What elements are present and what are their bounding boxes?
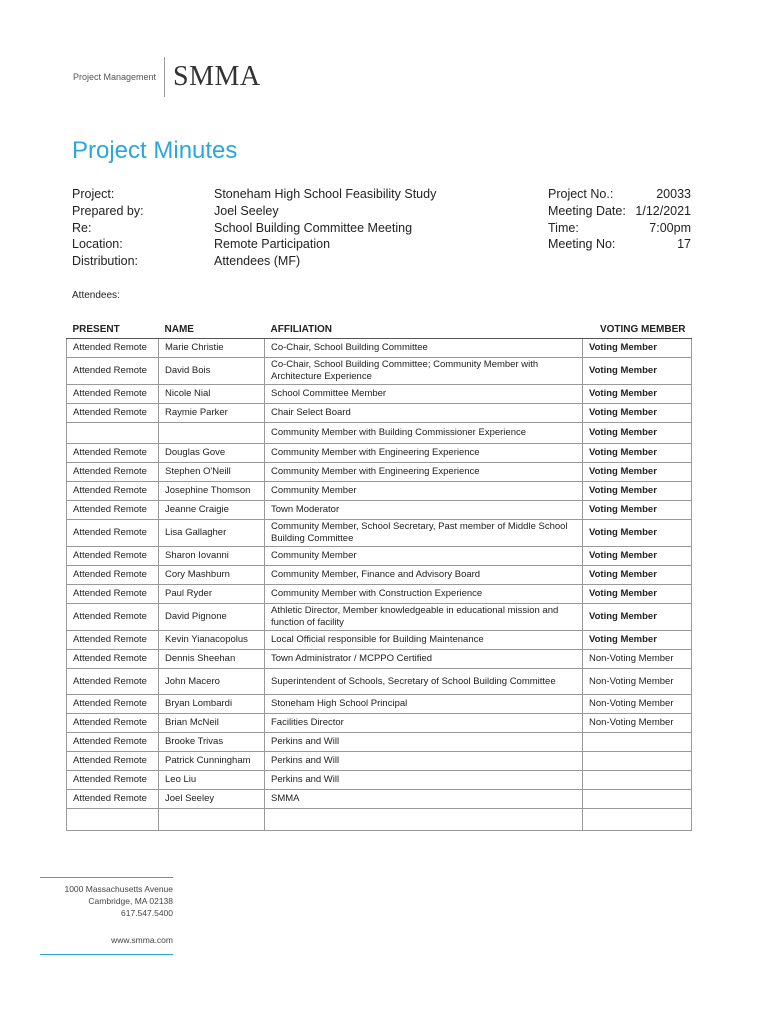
meta-label-meeting-no: Meeting No: [548,237,616,252]
cell-affiliation: SMMA [265,790,583,809]
attendees-table-body [67,339,692,831]
cell-present: Attended Remote [67,790,159,809]
cell-name: Bryan Lombardi [159,695,265,714]
cell-affiliation: Community Member, Finance and Advisory Board [265,566,583,585]
meta-label-project-no: Project No.: [548,187,614,201]
table-row [67,501,692,520]
cell-present: Attended Remote [67,358,159,385]
table-row [67,714,692,733]
cell-present: Attended Remote [67,385,159,404]
cell-present: Attended Remote [67,444,159,463]
cell-affiliation: Perkins and Will [265,771,583,790]
page-title: Project Minutes [72,137,238,164]
cell-present: Attended Remote [67,752,159,771]
footer-divider-bottom [40,954,173,955]
table-row [67,463,692,482]
cell-present: Attended Remote [67,650,159,669]
cell-affiliation: Facilities Director [265,714,583,733]
cell-present: Attended Remote [67,339,159,358]
cell-affiliation: Town Administrator / MCPPO Certified [265,650,583,669]
cell-present: Attended Remote [67,714,159,733]
cell-voting [583,790,692,809]
header-affiliation: AFFILIATION [265,320,583,339]
table-row [67,404,692,423]
table-row [67,631,692,650]
table-row [67,669,692,695]
cell-name: Leo Liu [159,771,265,790]
cell-present: Attended Remote [67,669,159,695]
cell-affiliation: Stoneham High School Principal [265,695,583,714]
cell-affiliation: Community Member [265,547,583,566]
cell-present: Attended Remote [67,404,159,423]
cell-affiliation: Town Moderator [265,501,583,520]
cell-present [67,423,159,444]
cell-name: David Pignone [159,604,265,631]
cell-present: Attended Remote [67,501,159,520]
cell-affiliation: Community Member with Engineering Experience [265,444,583,463]
cell-present: Attended Remote [67,631,159,650]
cell-name: Raymie Parker [159,404,265,423]
cell-voting: Voting Member [583,631,692,650]
table-row [67,566,692,585]
cell-name: Lisa Gallagher [159,520,265,547]
document-header [73,60,261,94]
table-row [67,423,692,444]
meta-value-prepared-by: Joel Seeley [214,203,279,218]
cell-affiliation: Community Member with Building Commissioner Experience [265,423,583,444]
table-row [67,695,692,714]
cell-name: Patrick Cunningham [159,752,265,771]
meta-value-location: Remote Participation [214,237,331,252]
meta-value-meeting-no: 17 [677,237,691,252]
smma-logo: SMMA [173,61,261,92]
table-row [67,482,692,501]
table-row [67,444,692,463]
table-row [67,604,692,631]
meta-labels [72,186,144,270]
cell-name: Nicole Nial [159,385,265,404]
cell-voting [583,752,692,771]
cell-name: Stephen O'Neill [159,463,265,482]
cell-name: Joel Seeley [159,790,265,809]
header-name: NAME [159,320,265,339]
meta-value-time: 7:00pm [649,220,691,235]
cell-present: Attended Remote [67,520,159,547]
footer-street: 1000 Massachusetts Avenue [64,884,173,894]
attendees-table [66,320,692,831]
meta-label-meeting-date: Meeting Date: [548,203,626,218]
meta-label-time: Time: [548,220,579,235]
cell-voting: Voting Member [583,566,692,585]
header-divider [164,57,165,97]
cell-voting: Voting Member [583,358,692,385]
table-row [67,339,692,358]
cell-affiliation: Perkins and Will [265,752,583,771]
meta-label-distribution: Distribution: [72,254,138,269]
cell-voting [583,809,692,831]
cell-present: Attended Remote [67,695,159,714]
cell-voting: Voting Member [583,604,692,631]
cell-affiliation: Co-Chair, School Building Committee; Community Member with Architecture Experience [265,358,583,385]
cell-present: Attended Remote [67,463,159,482]
cell-affiliation: Perkins and Will [265,733,583,752]
cell-present: Attended Remote [67,482,159,501]
cell-name: John Macero [159,669,265,695]
cell-voting: Voting Member [583,501,692,520]
cell-name [159,423,265,444]
meta-label-location: Location: [72,237,123,252]
meta-value-project: Stoneham High School Feasibility Study [214,187,437,201]
cell-voting: Voting Member [583,423,692,444]
meta-label-project: Project: [72,187,115,201]
footer-divider-top [40,877,173,878]
table-row [67,790,692,809]
table-row [67,585,692,604]
cell-affiliation: School Committee Member [265,385,583,404]
cell-voting: Voting Member [583,385,692,404]
cell-affiliation: Superintendent of Schools, Secretary of School Building Committee [265,669,583,695]
table-row [67,752,692,771]
cell-voting [583,733,692,752]
cell-voting: Voting Member [583,482,692,501]
meta-label-re: Re: [72,220,92,235]
meta-value-re: School Building Committee Meeting [214,220,413,235]
table-row [67,358,692,385]
meta-value-project-no: 20033 [656,187,691,201]
table-row [67,547,692,566]
attendees-label: Attendees: [72,290,120,301]
cell-voting: Non-Voting Member [583,669,692,695]
cell-present: Attended Remote [67,566,159,585]
cell-voting: Non-Voting Member [583,714,692,733]
footer-address [40,883,173,946]
table-row [67,771,692,790]
meta-value-distribution: Attendees (MF) [214,254,301,269]
cell-name: Josephine Thomson [159,482,265,501]
cell-affiliation: Athletic Director, Member knowledgeable in educational mission and function of facility [265,604,583,631]
cell-affiliation: Community Member [265,482,583,501]
cell-voting: Voting Member [583,444,692,463]
cell-affiliation: Co-Chair, School Building Committee [265,339,583,358]
cell-voting [583,771,692,790]
footer-website: www.smma.com [111,935,173,945]
cell-present: Attended Remote [67,771,159,790]
cell-name: Marie Christie [159,339,265,358]
cell-affiliation: Community Member with Engineering Experience [265,463,583,482]
cell-name: Paul Ryder [159,585,265,604]
table-row [67,385,692,404]
cell-name: Brian McNeil [159,714,265,733]
cell-voting: Voting Member [583,520,692,547]
meta-label-prepared-by: Prepared by: [72,203,144,218]
cell-name: Kevin Yianacopolus [159,631,265,650]
cell-name [159,809,265,831]
cell-affiliation: Local Official responsible for Building Maintenance [265,631,583,650]
cell-name: Douglas Gove [159,444,265,463]
cell-name: David Bois [159,358,265,385]
cell-present: Attended Remote [67,604,159,631]
cell-voting: Non-Voting Member [583,650,692,669]
cell-affiliation [265,809,583,831]
footer-city: Cambridge, MA 02138 [88,896,173,906]
cell-present: Attended Remote [67,547,159,566]
footer-phone: 617.547.5400 [121,908,173,918]
cell-present: Attended Remote [67,733,159,752]
meta-value-meeting-date: 1/12/2021 [635,203,691,218]
cell-voting: Voting Member [583,547,692,566]
cell-name: Jeanne Craigie [159,501,265,520]
cell-present [67,809,159,831]
cell-voting: Voting Member [583,463,692,482]
table-header-row [67,320,692,339]
cell-voting: Voting Member [583,339,692,358]
table-row [67,520,692,547]
table-row [67,809,692,831]
section-label: Project Management [73,72,157,82]
cell-voting: Voting Member [583,585,692,604]
meta-values [214,186,436,270]
table-row [67,650,692,669]
cell-affiliation: Chair Select Board [265,404,583,423]
header-voting-member: VOTING MEMBER [583,320,692,339]
cell-affiliation: Community Member with Construction Experience [265,585,583,604]
cell-name: Brooke Trivas [159,733,265,752]
cell-voting: Voting Member [583,404,692,423]
cell-present: Attended Remote [67,585,159,604]
cell-name: Cory Mashburn [159,566,265,585]
cell-name: Dennis Sheehan [159,650,265,669]
cell-affiliation: Community Member, School Secretary, Past member of Middle School Building Committee [265,520,583,547]
table-row [67,733,692,752]
cell-name: Sharon Iovanni [159,547,265,566]
cell-voting: Non-Voting Member [583,695,692,714]
meta-right-values [600,186,691,253]
header-present: PRESENT [67,320,159,339]
